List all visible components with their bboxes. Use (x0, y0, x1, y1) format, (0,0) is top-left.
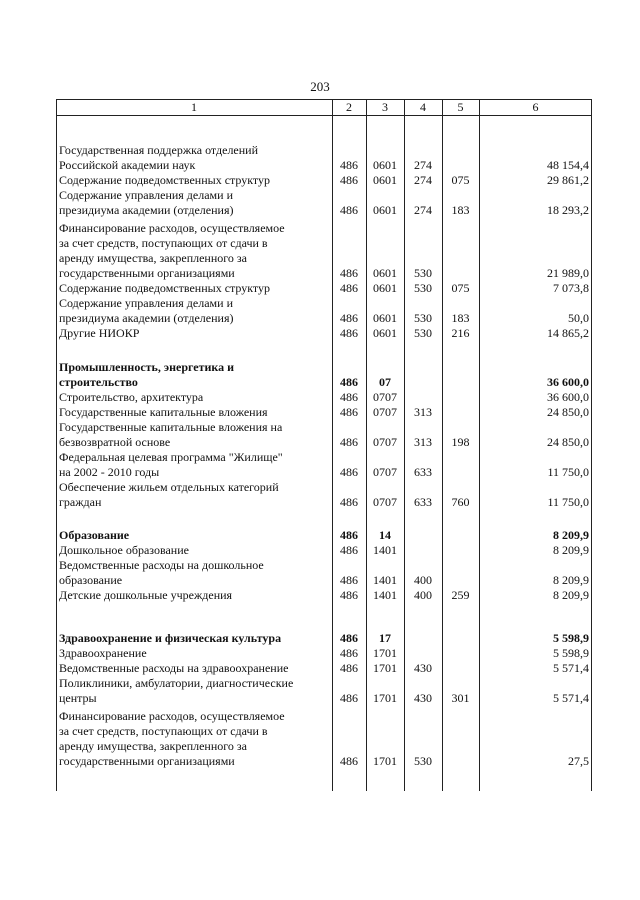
cell-c2: 486 (340, 435, 358, 449)
cell-c6: 11 750,0 (547, 495, 589, 509)
cell-c6: 36 600,0 (547, 390, 589, 404)
row-label-line: Здравоохранение и физическая культура (59, 631, 282, 645)
cell-c3: 0707 (373, 495, 397, 509)
cell-c2: 486 (340, 661, 358, 675)
header-col-3: 3 (382, 100, 388, 114)
header-col-2: 2 (346, 100, 352, 114)
row-label-line: Поликлиники, амбулатории, диагностические (59, 676, 294, 690)
cell-c4: 430 (414, 661, 432, 675)
cell-c6: 50,0 (568, 311, 589, 325)
row-label-line: Дошкольное образование (59, 543, 189, 557)
row-label-line: за счет средств, поступающих от сдачи в (59, 724, 268, 738)
cell-c2: 486 (340, 646, 358, 660)
cell-c3: 0601 (373, 281, 397, 295)
table-body (56, 116, 592, 769)
row-label-line: аренду имущества, закрепленного за (59, 251, 247, 265)
cell-c3: 0601 (373, 158, 397, 172)
cell-c5: 216 (451, 326, 470, 340)
cell-c4: 530 (414, 754, 432, 768)
cell-c3: 0601 (373, 173, 397, 187)
table-row (56, 188, 592, 218)
cell-c6: 5 571,4 (553, 691, 589, 705)
row-label (56, 480, 332, 510)
cell-c6: 11 750,0 (547, 465, 589, 479)
header-col-4: 4 (420, 100, 426, 114)
row-label-line: Строительство, архитектура (59, 390, 204, 404)
row-label-line: президиума академии (отделения) (59, 311, 234, 325)
table-row (56, 281, 592, 296)
table-row (56, 326, 592, 341)
cell-c4: 530 (414, 281, 432, 295)
cell-c5: 198 (451, 435, 470, 449)
row-label-line: за счет средств, поступающих от сдачи в (59, 236, 268, 250)
cell-c2: 486 (340, 311, 358, 325)
cell-c3: 0601 (373, 311, 397, 325)
cell-c6: 36 600,0 (547, 375, 589, 389)
row-label-line: центры (59, 691, 97, 705)
row-label-line: президиума академии (отделения) (59, 203, 234, 217)
cell-c2: 486 (340, 405, 358, 419)
cell-c3: 0707 (373, 465, 397, 479)
cell-c2: 486 (340, 158, 358, 172)
table-row (56, 480, 592, 510)
row-label-line: Федеральная целевая программа "Жилище" (59, 450, 283, 464)
cell-c6: 8 209,9 (553, 528, 589, 542)
cell-c3: 17 (379, 631, 391, 645)
table-row (56, 558, 592, 588)
row-label-line: аренду имущества, закрепленного за (59, 739, 247, 753)
cell-c2: 486 (340, 754, 358, 768)
row-label-line: Промышленность, энергетика и (59, 360, 235, 374)
cell-c6: 24 850,0 (547, 435, 589, 449)
cell-c2: 486 (340, 573, 358, 587)
table-row (56, 631, 592, 646)
row-label-line: Детские дошкольные учреждения (59, 588, 233, 602)
header-col-1: 1 (191, 100, 197, 114)
cell-c3: 0601 (373, 203, 397, 217)
table-row (56, 420, 592, 450)
header-col-5: 5 (457, 100, 464, 114)
cell-c3: 07 (379, 375, 391, 389)
cell-c3: 0707 (373, 390, 397, 404)
row-spacer (56, 116, 592, 143)
row-label-line: на 2002 - 2010 годы (59, 465, 160, 479)
cell-c2: 486 (340, 375, 358, 389)
table-row (56, 588, 592, 603)
row-label (56, 588, 332, 603)
cell-c6: 21 989,0 (547, 266, 589, 280)
cell-c3: 1401 (373, 543, 397, 557)
row-label-line: образование (59, 573, 123, 587)
row-label-line: Содержание управления делами и (59, 296, 233, 310)
cell-c5: 075 (451, 173, 470, 187)
cell-c3: 1701 (373, 691, 397, 705)
cell-c3: 0601 (373, 326, 397, 340)
row-label-line: Обеспечение жильем отдельных категорий (59, 480, 279, 494)
cell-c4: 400 (414, 573, 432, 587)
cell-c2: 486 (340, 631, 358, 645)
cell-c4: 313 (414, 405, 432, 419)
cell-c3: 1701 (373, 661, 397, 675)
cell-c2: 486 (340, 173, 358, 187)
row-label (56, 360, 332, 390)
row-label-line: Другие НИОКР (59, 326, 140, 340)
cell-c3: 1701 (373, 646, 397, 660)
cell-c5: 259 (451, 588, 470, 602)
row-label (56, 296, 332, 326)
row-label (56, 221, 332, 281)
cell-c6: 29 861,2 (547, 173, 589, 187)
row-label-line: Государственные капитальные вложения (59, 405, 268, 419)
cell-c3: 1401 (373, 588, 397, 602)
cell-c6: 7 073,8 (553, 281, 589, 295)
row-label-line: государственными организациями (59, 754, 235, 768)
row-label (56, 405, 332, 420)
cell-c4: 530 (414, 266, 432, 280)
row-label-line: Здравоохранение (59, 646, 147, 660)
table-header (56, 99, 592, 116)
cell-c2: 486 (340, 495, 358, 509)
cell-c5: 301 (451, 691, 470, 705)
row-spacer (56, 603, 592, 631)
cell-c2: 486 (340, 465, 358, 479)
cell-c3: 0707 (373, 435, 397, 449)
cell-c6: 5 571,4 (553, 661, 589, 675)
row-label (56, 173, 332, 188)
cell-c4: 313 (414, 435, 432, 449)
row-label-line: Государственная поддержка отделений (59, 143, 259, 157)
row-label (56, 450, 332, 480)
cell-c6: 8 209,9 (553, 573, 589, 587)
cell-c6: 48 154,4 (547, 158, 589, 172)
cell-c6: 14 865,2 (547, 326, 589, 340)
table-row (56, 543, 592, 558)
row-label-line: строительство (59, 375, 138, 389)
row-label-line: безвозвратной основе (59, 435, 171, 449)
cell-c2: 486 (340, 281, 358, 295)
cell-c5: 183 (451, 311, 470, 325)
cell-c3: 0601 (373, 266, 397, 280)
cell-c4: 274 (414, 173, 432, 187)
header-col-6: 6 (532, 100, 539, 114)
cell-c2: 486 (340, 588, 358, 602)
cell-c2: 486 (340, 266, 358, 280)
cell-c3: 0707 (373, 405, 397, 419)
table-row (56, 646, 592, 661)
row-label-line: Финансирование расходов, осуществляемое (59, 709, 285, 723)
cell-c4: 274 (414, 158, 432, 172)
cell-c6: 24 850,0 (547, 405, 589, 419)
cell-c4: 400 (414, 588, 432, 602)
row-label-line: Российской академии наук (59, 158, 196, 172)
row-label (56, 558, 332, 588)
cell-c6: 18 293,2 (547, 203, 589, 217)
table-row (56, 450, 592, 480)
table-row (56, 405, 592, 420)
row-label-line: граждан (59, 495, 102, 509)
cell-c2: 486 (340, 691, 358, 705)
cell-c4: 274 (414, 203, 432, 217)
row-label (56, 676, 332, 706)
table-row (56, 709, 592, 769)
cell-c4: 530 (414, 311, 432, 325)
table-row (56, 661, 592, 676)
row-label (56, 188, 332, 218)
cell-c2: 486 (340, 326, 358, 340)
row-label (56, 631, 332, 646)
table-row (56, 143, 592, 173)
table-row (56, 390, 592, 405)
cell-c6: 8 209,9 (553, 588, 589, 602)
cell-c4: 633 (414, 465, 432, 479)
cell-c6: 5 598,9 (553, 631, 589, 645)
cell-c2: 486 (340, 543, 358, 557)
cell-c3: 1401 (373, 573, 397, 587)
row-label (56, 543, 332, 558)
table-row (56, 528, 592, 543)
row-label (56, 390, 332, 405)
row-label-line: Ведомственные расходы на дошкольное (59, 558, 264, 572)
cell-c4: 430 (414, 691, 432, 705)
cell-c2: 486 (340, 203, 358, 217)
cell-c2: 486 (340, 528, 358, 542)
cell-c5: 760 (451, 495, 470, 509)
row-label (56, 420, 332, 450)
row-label (56, 143, 332, 173)
cell-c4: 530 (414, 326, 432, 340)
row-label-line: Ведомственные расходы на здравоохранение (59, 661, 289, 675)
row-label (56, 661, 332, 676)
row-label-line: Образование (59, 528, 130, 542)
cell-c6: 27,5 (568, 754, 589, 768)
row-label-line: Содержание управления делами и (59, 188, 233, 202)
row-label (56, 646, 332, 661)
row-spacer (56, 510, 592, 528)
row-label-line: Государственные капитальные вложения на (59, 420, 283, 434)
page-number: 203 (310, 79, 330, 94)
cell-c3: 1701 (373, 754, 397, 768)
table-row (56, 360, 592, 390)
row-label-line: Содержание подведомственных структур (59, 173, 271, 187)
row-label-line: государственными организациями (59, 266, 235, 280)
cell-c2: 486 (340, 390, 358, 404)
row-label-line: Содержание подведомственных структур (59, 281, 271, 295)
cell-c6: 5 598,9 (553, 646, 589, 660)
cell-c5: 183 (451, 203, 470, 217)
row-label (56, 709, 332, 769)
table-row (56, 221, 592, 281)
row-label (56, 281, 332, 296)
row-label-line: Финансирование расходов, осуществляемое (59, 221, 285, 235)
table-row (56, 173, 592, 188)
cell-c6: 8 209,9 (553, 543, 589, 557)
cell-c3: 14 (379, 528, 391, 542)
row-label (56, 326, 332, 341)
cell-c5: 075 (451, 281, 470, 295)
budget-table (56, 99, 592, 769)
table-row (56, 296, 592, 326)
row-spacer (56, 341, 592, 360)
row-label (56, 528, 332, 543)
cell-c4: 633 (414, 495, 432, 509)
table-row (56, 676, 592, 706)
